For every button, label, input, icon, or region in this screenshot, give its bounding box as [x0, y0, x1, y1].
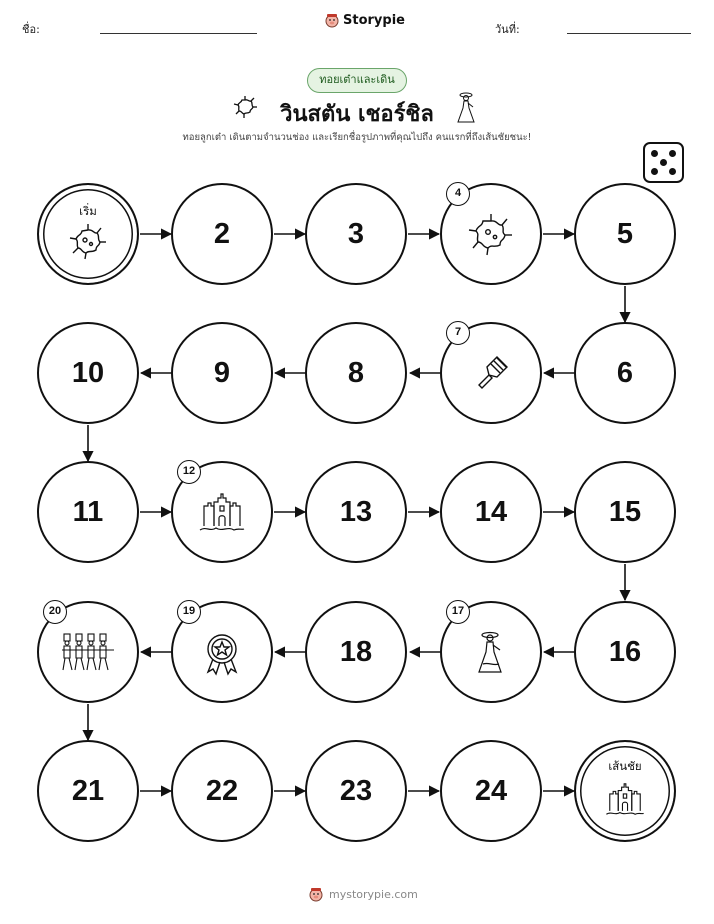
board-space — [574, 322, 676, 424]
space-finish — [574, 740, 676, 842]
space-number: 10 — [71, 356, 105, 389]
board-space — [440, 183, 542, 285]
virus-icon — [66, 220, 110, 264]
castle-icon — [603, 777, 647, 821]
space-number: 13 — [339, 495, 373, 528]
board-space — [171, 322, 273, 424]
space-number-tag: 7 — [446, 321, 470, 345]
space-number: 23 — [339, 774, 373, 807]
space-number: 2 — [213, 217, 231, 250]
board-space — [574, 461, 676, 563]
space-number: 9 — [213, 356, 231, 389]
board-space — [440, 322, 542, 424]
board-space — [37, 740, 139, 842]
space-number: 24 — [474, 774, 508, 807]
board-space — [440, 601, 542, 703]
board-space — [37, 601, 139, 703]
space-number: 16 — [608, 635, 642, 668]
board-space — [171, 461, 273, 563]
space-number: 8 — [347, 356, 365, 389]
space-number: 15 — [608, 495, 642, 528]
soldiers-icon — [58, 626, 118, 678]
start-label: เริ่ม — [79, 204, 97, 218]
board-space — [574, 183, 676, 285]
board-space — [305, 461, 407, 563]
board-space — [37, 322, 139, 424]
instructions: ทอยลูกเต๋า เดินตามจำนวนช่อง และเรียกชื่อรูปภาพที่คุณไปถึง คนแรกที่ถึงเส้นชัยชนะ! — [182, 132, 532, 143]
virus-icon — [465, 208, 517, 260]
board-space — [305, 740, 407, 842]
space-number: 21 — [71, 774, 105, 807]
board-space — [440, 461, 542, 563]
board-space — [574, 601, 676, 703]
date-label: วันที่: — [495, 23, 520, 36]
page-title: วินสตัน เชอร์ชิล — [280, 102, 434, 127]
space-number: 18 — [339, 635, 373, 668]
finish-label: เส้นชัย — [608, 759, 642, 773]
footer — [308, 886, 418, 902]
name-label: ชื่อ: — [22, 23, 40, 36]
brand-name: Storypie — [343, 12, 405, 28]
space-number-tag: 12 — [177, 460, 201, 484]
castle-icon — [196, 486, 248, 538]
board-space — [305, 183, 407, 285]
board-space — [37, 461, 139, 563]
footer-url[interactable]: mystorypie.com — [329, 887, 418, 901]
brush-icon — [465, 347, 517, 399]
space-number: 5 — [616, 217, 634, 250]
board-space — [305, 601, 407, 703]
space-number-tag: 4 — [446, 182, 470, 206]
board-space — [440, 740, 542, 842]
space-number: 6 — [616, 356, 634, 389]
space-number: 22 — [205, 774, 239, 807]
medal-icon — [196, 626, 248, 678]
space-start — [37, 183, 139, 285]
board-space — [171, 601, 273, 703]
space-number: 3 — [347, 217, 365, 250]
space-number: 11 — [72, 495, 104, 528]
pig-icon — [308, 886, 324, 902]
space-number-tag: 19 — [177, 600, 201, 624]
space-number: 14 — [474, 495, 508, 528]
space-number-tag: 20 — [43, 600, 67, 624]
lady-icon — [465, 626, 517, 678]
board-space — [305, 322, 407, 424]
game-type-badge: ทอยเต๋าและเดิน — [307, 68, 407, 93]
space-number-tag: 17 — [446, 600, 470, 624]
board-space — [171, 740, 273, 842]
board-space — [171, 183, 273, 285]
